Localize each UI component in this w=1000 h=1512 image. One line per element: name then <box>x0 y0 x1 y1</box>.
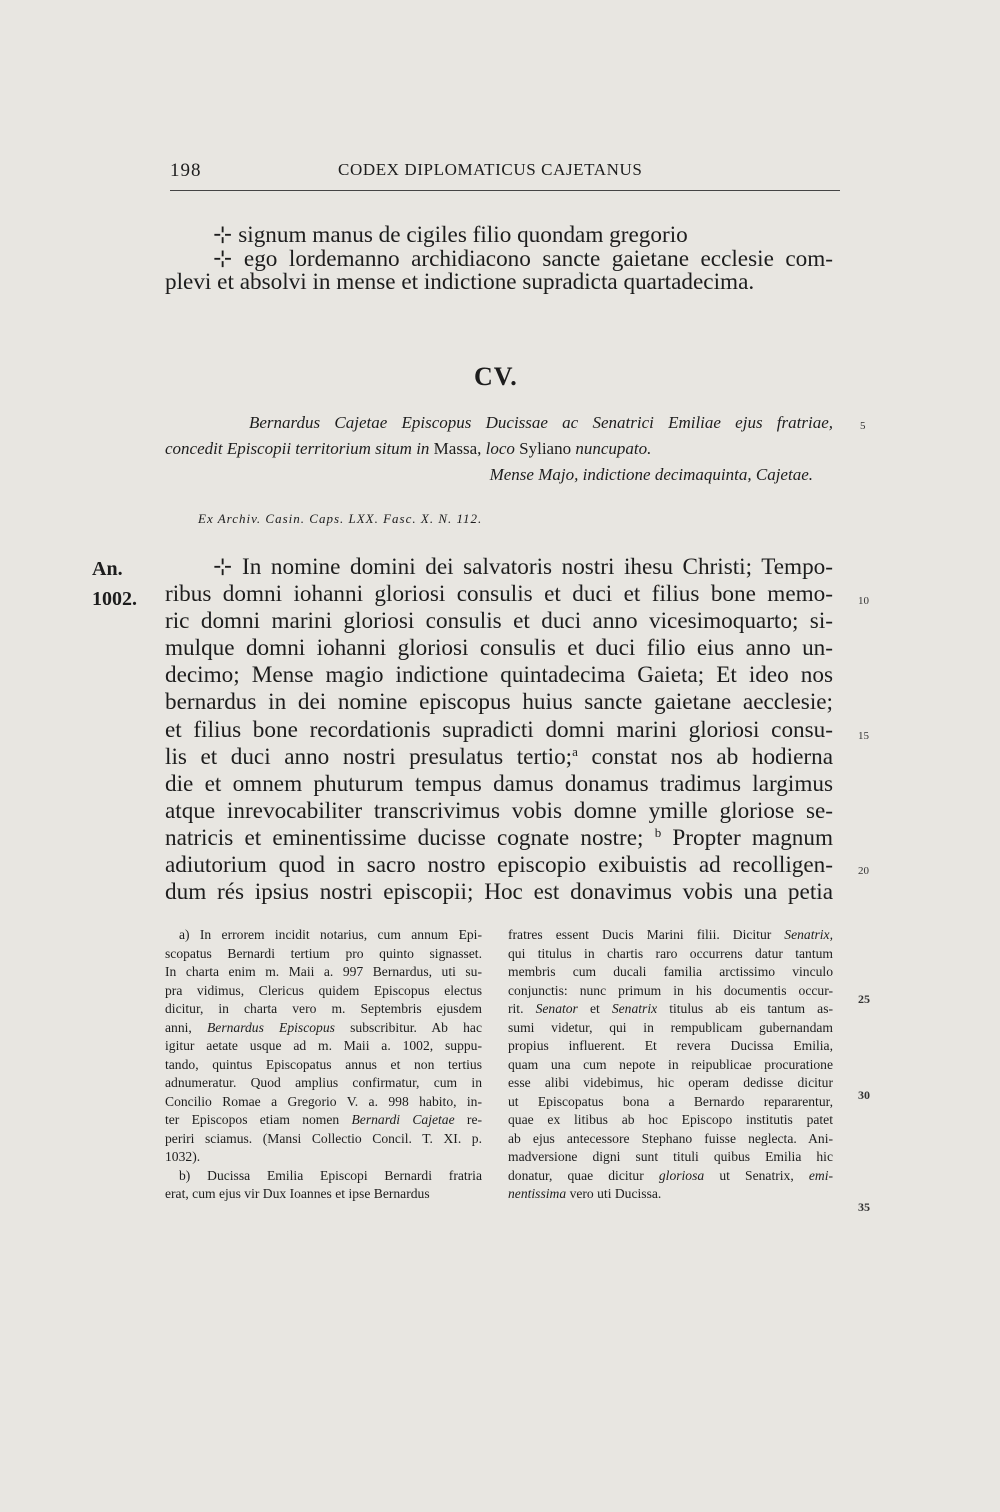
footnote-line <box>165 1019 482 1038</box>
footnote-line: conjunctis: nunc primum in his documentis occur- <box>508 982 833 998</box>
text-segment: constat nos ab hodierna <box>591 743 833 770</box>
page-header <box>170 160 840 194</box>
document-date: Mense Majo, indictione decimaquinta, Cajetae. <box>489 465 813 484</box>
footnote-text: Bernardi Cajetae <box>351 1112 455 1127</box>
summary-text: nuncupato. <box>575 439 652 458</box>
year-value: 1002. <box>92 588 137 610</box>
place-name: Massa, <box>433 439 482 458</box>
text-line: ribus domni iohanni gloriosi consulis et duci et filius bone memo- <box>165 581 833 608</box>
footnote-line: qui titulus in chartis raro occurrens datur tantum <box>508 945 833 961</box>
page-number: 198 <box>170 160 202 181</box>
footnote-line <box>508 926 833 945</box>
running-title: CODEX DIPLOMATICUS CAJETANUS <box>338 160 643 179</box>
footnote-line: Concilio Romae a Gregorio V. a. 998 habito, in- <box>165 1093 482 1109</box>
footnote-text: ut Senatrix, <box>719 1167 794 1183</box>
footnote-text: Bernardus Episcopus <box>206 1019 335 1035</box>
footnote-line: ab ejus antecessore Stephano fuisse neglecta. Ani- <box>508 1130 833 1146</box>
footnote-text: gloriosa <box>658 1167 705 1183</box>
text-line: ⊹ ego lordemanno archidiacono sancte gaietane ecclesie com- <box>213 245 833 272</box>
footnote-line: tando, quintus Episcopatus annus et non tertius <box>165 1056 482 1072</box>
text-line <box>165 825 833 852</box>
footnote-line <box>508 1000 833 1019</box>
footnote-line <box>165 1111 482 1130</box>
text-line: et filius bone recordationis supradicti domni marini gloriosi consu- <box>165 716 833 743</box>
text-line: ⊹ In nomine domini dei salvatoris nostri ihesu Christi; Tempo- <box>213 554 833 580</box>
footnote-line: quam una cum nepote in reipublicae procuratione <box>508 1056 833 1072</box>
footnote-line: membris cum ducali familia arctissimo vinculo <box>508 964 833 979</box>
text-segment: lis et duci anno nostri presulatus tertio; <box>165 743 573 770</box>
line-number: 10 <box>858 595 869 607</box>
text-line: mulque domni iohanni gloriosi consulis et duci filio eius anno un- <box>165 635 833 662</box>
text-line: ric domni marini gloriosi consulis et duci anno vicesimoquarto; si- <box>165 608 833 635</box>
footnote-line: ut Episcopatus bona a Bernardo repararentur, <box>508 1093 833 1109</box>
footnote-line: igitur aetate usque ad m. Maii a. 1002, suppu- <box>165 1038 482 1053</box>
text-line: dum rés ipsius nostri episcopii; Hoc est donavimus vobis una petia <box>165 879 833 906</box>
footnote-text: titulus ab eis tantum as- <box>669 1001 834 1016</box>
footnote-text: Senatrix <box>611 1001 658 1016</box>
line-number: 20 <box>858 865 869 877</box>
document-number: CV. <box>474 362 518 391</box>
footnote-text: ter Episcopos etiam nomen <box>165 1112 340 1127</box>
text-line: decimo; Mense magio indictione quintadecima Gaieta; Et ideo nos <box>165 662 833 689</box>
footnote-text: fratres essent Ducis Marini filii. Dicitur <box>508 927 772 942</box>
footnote-line: sumi videtur, qui in rempublicam gubernandam <box>508 1019 833 1035</box>
text-segment: natricis et eminentissime ducisse cognate nostre; <box>165 824 644 851</box>
footnote-text: donatur, quae dicitur <box>508 1167 644 1183</box>
footnote-line: dicitur, in charta vero m. Septembris ejusdem <box>165 1001 482 1016</box>
footnote-text: vero uti Ducissa. <box>569 1186 662 1201</box>
footnote-text: re- <box>466 1112 483 1127</box>
summary-text: concedit Episcopii territorium situm in <box>165 439 430 458</box>
summary-text: loco <box>485 439 515 458</box>
header-rule <box>170 190 840 191</box>
footnote-text: nentissima <box>508 1186 567 1201</box>
footnote-line <box>508 1167 833 1186</box>
text-line: atque inrevocabiliter transcrivimus vobis domne ymille gloriose se- <box>165 797 833 824</box>
footnote-text: et <box>589 1001 600 1016</box>
document-summary <box>165 410 833 488</box>
footnote-line: propius influerent. Et revera Ducissa Emilia, <box>508 1038 833 1053</box>
footnote-line: pra vidimus, Clericus quidem Episcopus electus <box>165 982 482 998</box>
text-line <box>165 744 833 771</box>
footnotes-right-column <box>508 926 833 1204</box>
footnote-line: a) In errorem incidit notarius, cum annum Epi- <box>179 927 482 942</box>
footnote-ref: b <box>654 824 662 840</box>
place-name: Syliano <box>519 439 572 458</box>
charter-text <box>165 554 833 906</box>
footnote-text: Senator <box>535 1001 578 1016</box>
footnote-text: subscribitur. Ab hac <box>350 1019 483 1035</box>
footnote-line: b) Ducissa Emilia Episcopi Bernardi fratria <box>179 1167 482 1183</box>
line-number: 15 <box>858 730 869 742</box>
footnote-line: In charta enim m. Maii a. 997 Bernardus, uti su- <box>165 964 482 979</box>
line-number: 35 <box>858 1200 870 1214</box>
margin-year <box>92 554 137 614</box>
footnote-line: 1032). <box>165 1149 201 1164</box>
year-label: An. <box>92 558 123 580</box>
footnote-line: adnumeratur. Quod amplius confirmatur, cum in <box>165 1075 482 1090</box>
footnote-ref: a <box>572 743 578 759</box>
footnote-line: quae ex litibus ab hoc Episcopo institutis patet <box>508 1112 833 1127</box>
line-number: 25 <box>858 992 870 1006</box>
text-line: die et omnem phuturum tempus damus donamus tradimus largimus <box>165 770 833 797</box>
text-segment: Propter magnum <box>672 824 834 851</box>
footnote-line: madversione digni sunt tituli quibus Emilia hic <box>508 1149 833 1164</box>
footnote-text: rit. <box>508 1001 524 1016</box>
summary-line <box>165 436 833 462</box>
previous-document-ending <box>165 224 833 295</box>
archive-source: Ex Archiv. Casin. Caps. LXX. Fasc. X. N. 112. <box>198 511 483 526</box>
footnotes-left-column <box>165 926 482 1204</box>
footnote-text: anni, <box>165 1019 192 1035</box>
text-line: adiutorium quod in sacro nostro episcopio exibuistis ad recolligen- <box>165 852 833 879</box>
summary-line: Bernardus Cajetae Episcopus Ducissae ac Senatrici Emiliae ejus fratriae, <box>249 413 833 432</box>
footnote-line: esse alibi videbimus, hic operam dedisse dicitur <box>508 1075 833 1090</box>
footnote-text: Senatrix, <box>784 927 833 942</box>
text-line: bernardus in dei nomine episcopus huius sancte gaietane aecclesie; <box>165 689 833 716</box>
footnote-text: emi- <box>808 1167 833 1183</box>
line-number: 5 <box>860 420 866 432</box>
footnote-line: periri sciamus. (Mansi Collectio Concil. T. XI. p. <box>165 1130 482 1146</box>
footnote-line <box>508 1185 833 1204</box>
line-number: 30 <box>858 1088 870 1102</box>
text-line: ⊹ signum manus de cigiles filio quondam gregorio <box>213 222 688 248</box>
text-line: plevi et absolvi in mense et indictione supradicta quartadecima. <box>165 269 755 295</box>
footnote-line: erat, cum ejus vir Dux Ioannes et ipse Bernardus <box>165 1186 430 1201</box>
footnote-line: scopatus Bernardi tertium pro quinto signasset. <box>165 945 482 961</box>
